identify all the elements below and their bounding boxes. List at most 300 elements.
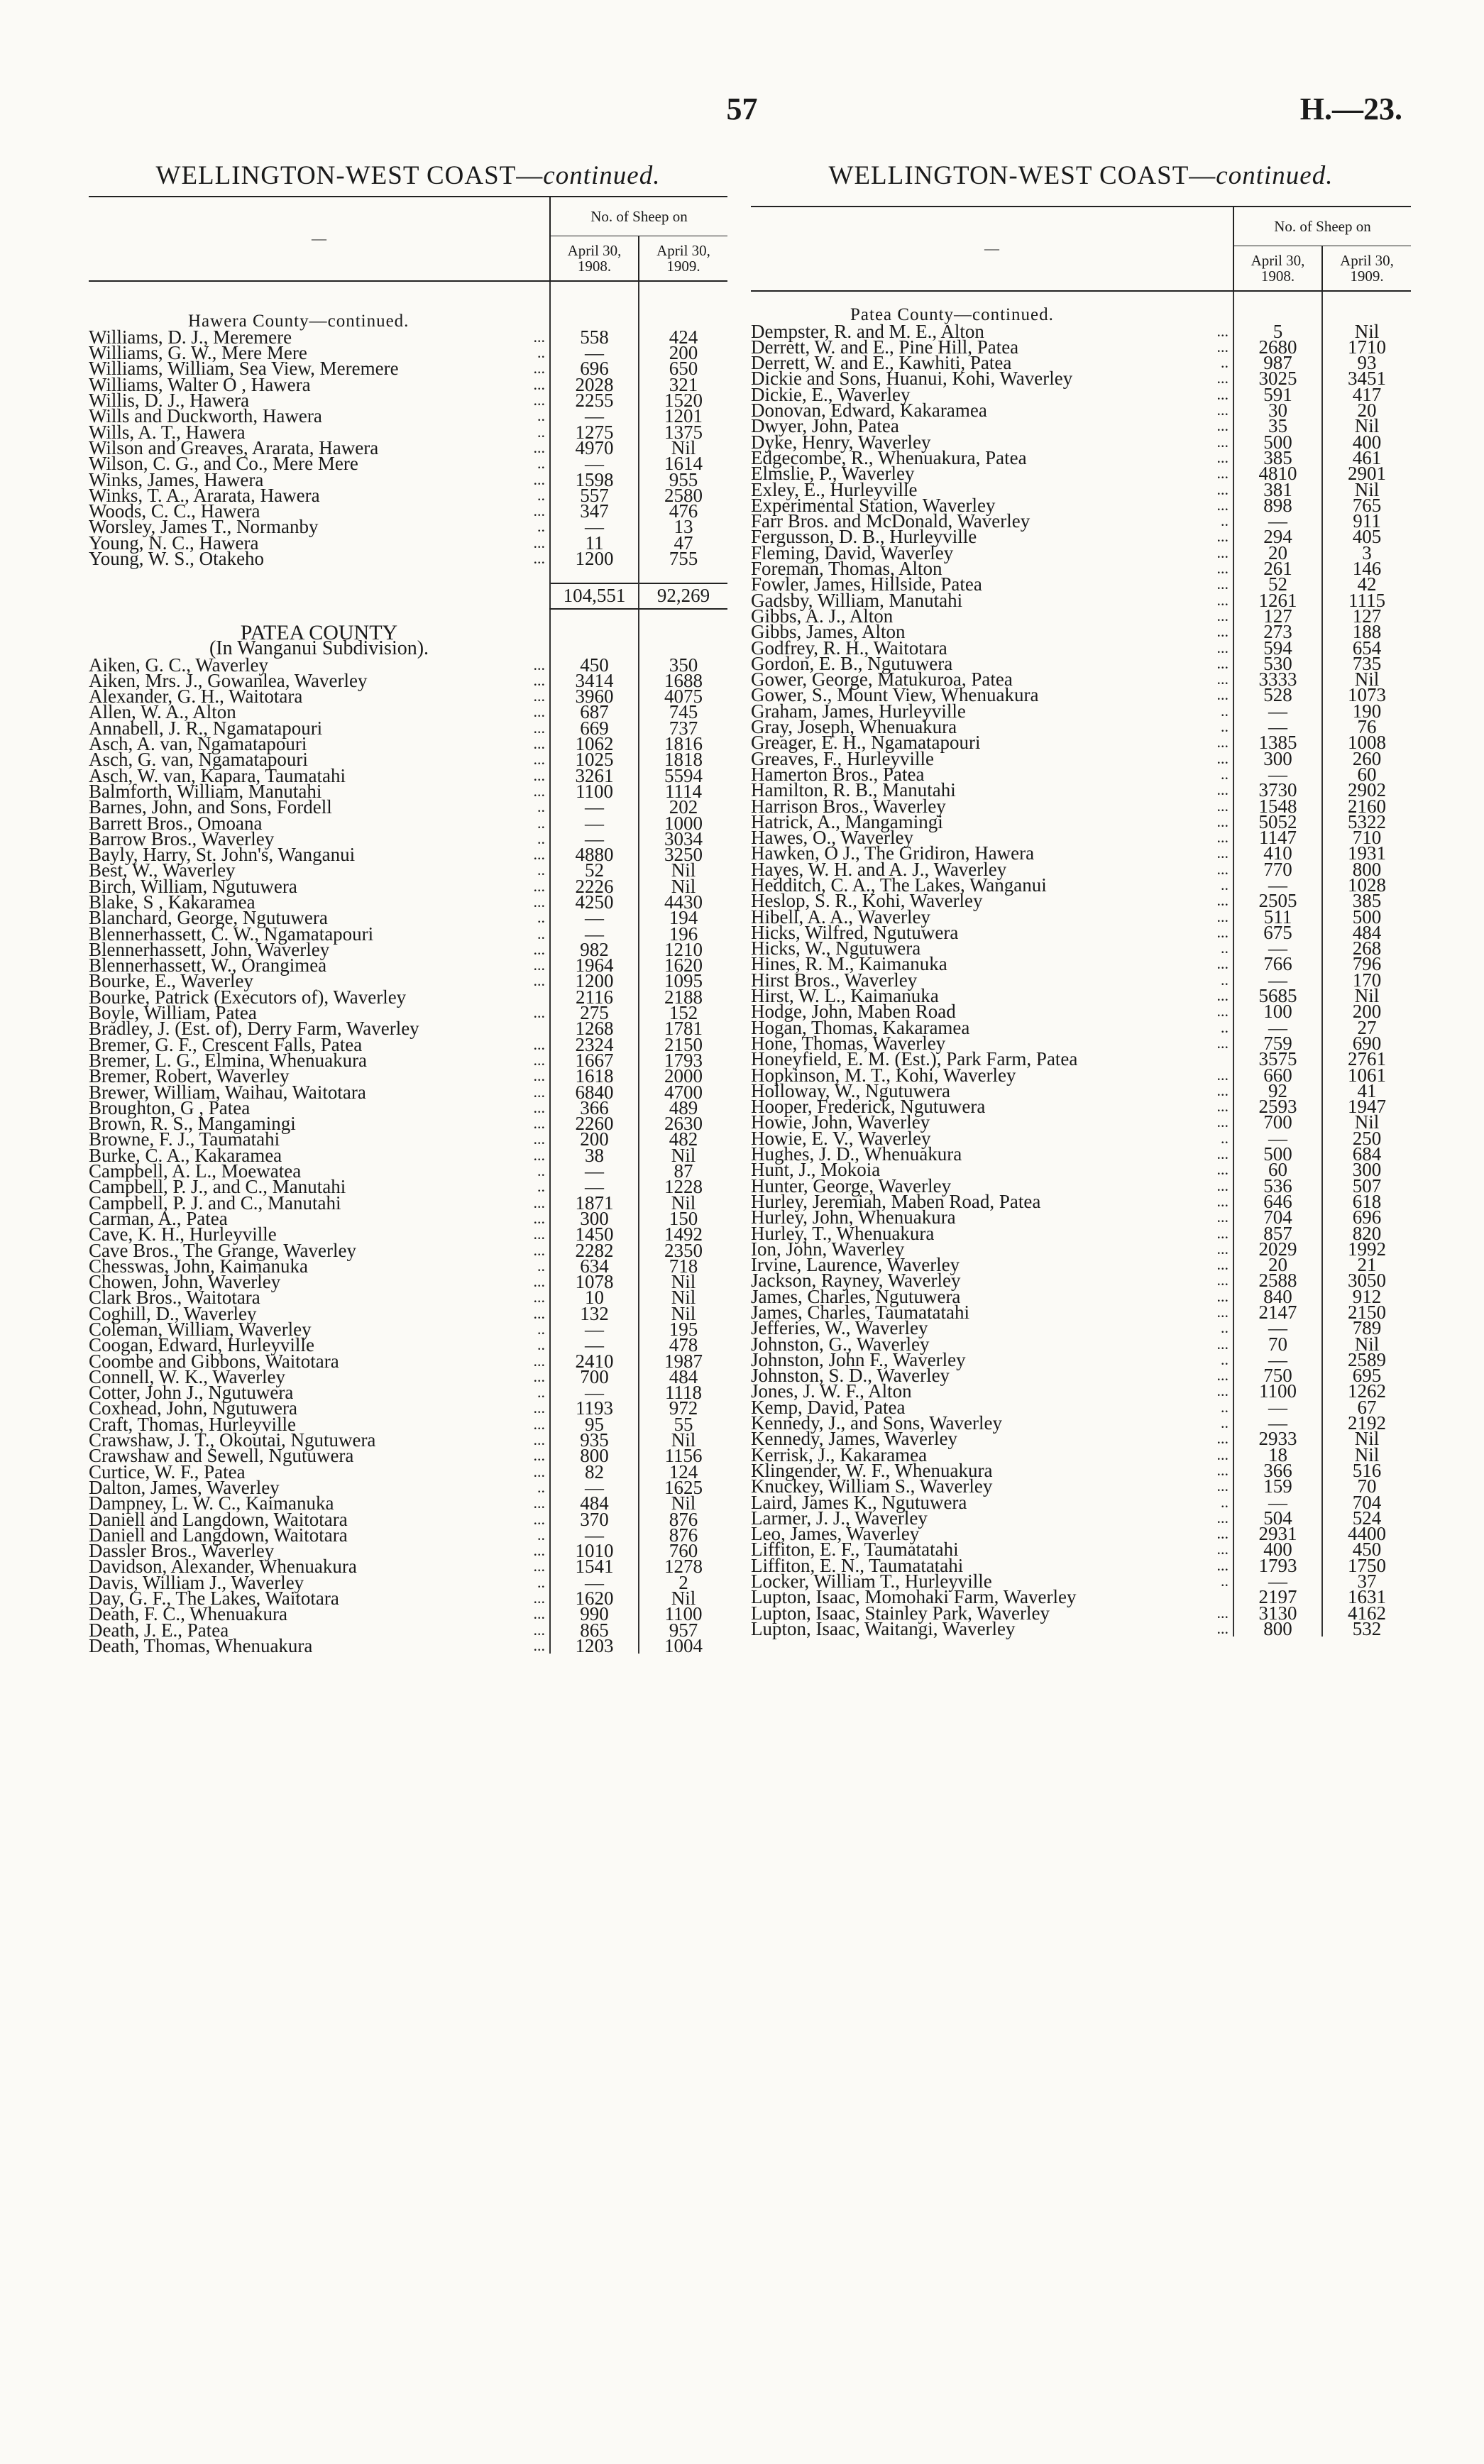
leader-dots: .. xyxy=(1221,1319,1229,1337)
owner-name: Heslop, S. R., Kohi, Waverley xyxy=(751,890,983,912)
leader-dots: ... xyxy=(533,972,545,990)
sheep-1909: 650 xyxy=(639,361,727,376)
leader-dots: .. xyxy=(1221,1350,1229,1368)
sheep-1909: 2000 xyxy=(639,1068,727,1084)
leader-dots: ... xyxy=(533,671,545,689)
spacer-cell xyxy=(639,625,727,641)
sheep-1908: 1964 xyxy=(550,957,639,973)
sheep-1909: 1115 xyxy=(1322,593,1411,608)
owner-name: Gower, S., Mount View, Whenuakura xyxy=(751,684,1039,706)
owner-name: Annabell, J. R., Ngamatapouri xyxy=(89,717,323,739)
sheep-1908: — xyxy=(550,1385,639,1400)
leader-dots: .. xyxy=(1221,1128,1229,1147)
owner-name: Winks, T. A., Ararata, Hawera xyxy=(89,484,320,506)
sheep-1908: — xyxy=(1233,1131,1322,1146)
left-header-1909: April 30, 1909. xyxy=(639,236,727,282)
owner-name: Hogan, Thomas, Kakaramea xyxy=(751,1016,970,1038)
right-title-continued: continued. xyxy=(1216,161,1334,190)
sheep-1909: Nil xyxy=(639,1590,727,1606)
sheep-1908: 261 xyxy=(1233,561,1322,576)
leader-dots: .. xyxy=(537,1573,545,1591)
owner-name: Hawken, O J., The Gridiron, Hawera xyxy=(751,842,1035,864)
sheep-1909: 1100 xyxy=(639,1606,727,1622)
sheep-1908: 2029 xyxy=(1233,1241,1322,1257)
sheep-1908: 1100 xyxy=(1233,1383,1322,1399)
owner-name: Liffiton, E. N., Taumatatahi xyxy=(751,1554,964,1576)
owner-name: Wills, A. T., Hawera xyxy=(89,421,246,443)
sheep-1909: Nil xyxy=(1322,1336,1411,1352)
owner-name: Coleman, William, Waverley xyxy=(89,1319,312,1340)
sheep-1909: 1620 xyxy=(639,957,727,973)
sheep-1908: 370 xyxy=(550,1512,639,1527)
sheep-1909: 55 xyxy=(639,1417,727,1432)
sheep-1908: 366 xyxy=(1233,1463,1322,1478)
table-row xyxy=(89,551,727,566)
leader-dots: .. xyxy=(537,861,545,879)
leader-dots: .. xyxy=(537,422,545,441)
sheep-1909: Nil xyxy=(639,1148,727,1163)
owner-name: Boyle, William, Patea xyxy=(89,1002,257,1024)
sheep-1908: 381 xyxy=(1233,482,1322,497)
leader-dots: ... xyxy=(533,327,545,346)
owner-name: Wilson, C. G., and Co., Mere Mere xyxy=(89,453,358,475)
owner-name: Cave Bros., The Grange, Waverley xyxy=(89,1239,356,1261)
leader-dots: ... xyxy=(533,1130,545,1148)
owner-name: Blennerhassett, John, Waverley xyxy=(89,938,330,960)
sheep-1908: 82 xyxy=(550,1464,639,1480)
sheep-1908: 2680 xyxy=(1233,339,1322,355)
leader-dots: ... xyxy=(533,1351,545,1370)
leader-dots: ... xyxy=(1216,1208,1229,1226)
owner-name: Hodge, John, Maben Road xyxy=(751,1001,956,1023)
owner-name: Death, J. E., Patea xyxy=(89,1619,229,1641)
sheep-1908: 700 xyxy=(550,1369,639,1385)
owner-name: Brewer, William, Waihau, Waitotara xyxy=(89,1081,366,1103)
owner-name: Worsley, James T., Normanby xyxy=(89,516,319,538)
owner-name: Graham, James, Hurleyville xyxy=(751,700,966,722)
leader-dots: ... xyxy=(1216,337,1229,356)
sheep-1909: 1061 xyxy=(1322,1067,1411,1083)
spacer-cell xyxy=(507,297,550,313)
sheep-1909: 704 xyxy=(1322,1495,1411,1510)
leader-dots: ... xyxy=(1216,606,1229,625)
leader-dots: ... xyxy=(1216,686,1229,704)
leader-dots: ... xyxy=(1216,369,1229,387)
owner-name: Kennedy, J., and Sons, Waverley xyxy=(751,1412,1003,1434)
sheep-1908: — xyxy=(550,831,639,847)
sheep-1909: 718 xyxy=(639,1258,727,1274)
sheep-1909: 1000 xyxy=(639,815,727,831)
leader-dots: ... xyxy=(1216,1239,1229,1258)
leader-dots: ... xyxy=(533,956,545,974)
sheep-1909: 202 xyxy=(639,799,727,815)
sheep-1908: 1100 xyxy=(550,783,639,799)
owner-name: Day, G. F., The Lakes, Waitotara xyxy=(89,1588,339,1610)
sheep-1908: 557 xyxy=(550,488,639,503)
owner-name: Edgecombe, R., Whenuakura, Patea xyxy=(751,446,1027,468)
spacer-cell xyxy=(550,625,639,641)
sheep-1908: 400 xyxy=(1233,1541,1322,1557)
right-header-group: No. of Sheep on xyxy=(1233,207,1411,246)
leader-dots: ... xyxy=(533,1431,545,1449)
owner-name: Knuckey, William S., Waverley xyxy=(751,1475,993,1497)
sheep-1908: 704 xyxy=(1233,1209,1322,1225)
sheep-1908: 1618 xyxy=(550,1068,639,1084)
sheep-1908: 660 xyxy=(1233,1067,1322,1083)
sheep-1909: 194 xyxy=(639,910,727,925)
leader-dots: ... xyxy=(533,359,545,378)
right-header-1908: April 30, 1908. xyxy=(1233,246,1322,292)
leader-dots xyxy=(1191,1589,1233,1605)
sheep-1908: — xyxy=(1233,703,1322,719)
leader-dots: ... xyxy=(1216,986,1229,1005)
leader-dots: .. xyxy=(1221,701,1229,720)
owner-name: Locker, William T., Hurleyville xyxy=(751,1571,992,1593)
sheep-1909: 1201 xyxy=(639,408,727,424)
leader-dots: ... xyxy=(533,1098,545,1116)
owner-name: Coombe and Gibbons, Waitotara xyxy=(89,1350,339,1372)
owner-name: Derrett, W. and E., Kawhiti, Patea xyxy=(751,352,1012,374)
sheep-1908: 4810 xyxy=(1233,466,1322,481)
sheep-1908: 1200 xyxy=(550,973,639,989)
sheep-1909: 2192 xyxy=(1322,1415,1411,1431)
sheep-1909: 2580 xyxy=(639,488,727,503)
total-row xyxy=(89,583,727,609)
sheep-1909: 150 xyxy=(639,1211,727,1226)
owner-name: Hatrick, A., Mangamingi xyxy=(751,810,943,832)
owner-name: Dwyer, John, Patea xyxy=(751,415,899,437)
sheep-1908: 35 xyxy=(1233,418,1322,434)
sheep-1909: 876 xyxy=(639,1527,727,1543)
leader-dots: ... xyxy=(533,1067,545,1085)
sheep-1908: 3130 xyxy=(1233,1605,1322,1621)
sheep-1909: 1688 xyxy=(639,673,727,688)
leader-dots: ... xyxy=(1216,1508,1229,1527)
sheep-1908: 6840 xyxy=(550,1084,639,1100)
leader-dots: ... xyxy=(533,1304,545,1322)
sheep-1908: 898 xyxy=(1233,497,1322,513)
owner-name: Howie, E. V., Waverley xyxy=(751,1127,931,1149)
owner-name: Greaves, F., Hurleyville xyxy=(751,747,935,769)
sheep-1909: 735 xyxy=(1322,656,1411,671)
owner-name: Curtice, W. F., Patea xyxy=(89,1461,246,1483)
spacer-cell xyxy=(507,583,550,609)
right-header-1909: April 30, 1909. xyxy=(1322,246,1411,292)
owner-name: Experimental Station, Waverley xyxy=(751,494,996,516)
sheep-1908: 3960 xyxy=(550,688,639,704)
sheep-1908: 1385 xyxy=(1233,735,1322,750)
owner-name: Hamerton Bros., Patea xyxy=(751,763,925,785)
sheep-1909: 696 xyxy=(1322,1209,1411,1225)
leader-dots: ... xyxy=(533,1145,545,1164)
sheep-1909: 2150 xyxy=(639,1037,727,1052)
sheep-1908: 1268 xyxy=(550,1021,639,1036)
sheep-1908: 20 xyxy=(1233,545,1322,561)
leader-dots: .. xyxy=(1221,1572,1229,1590)
owner-name: Brown, R. S., Mangamingi xyxy=(89,1113,296,1135)
sheep-1909: 41 xyxy=(1322,1083,1411,1099)
owner-name: Godfrey, R. H., Waitotara xyxy=(751,637,947,659)
sheep-1909: 3451 xyxy=(1322,370,1411,386)
owner-name: Daniell and Langdown, Waitotara xyxy=(89,1508,348,1530)
sheep-1908: 10 xyxy=(550,1289,639,1305)
sheep-1908: — xyxy=(550,1575,639,1590)
sheep-1909: Nil xyxy=(1322,1447,1411,1463)
leader-dots: ... xyxy=(533,781,545,800)
sheep-1909: 1004 xyxy=(639,1638,727,1654)
sheep-1908: 300 xyxy=(1233,751,1322,766)
owner-name: Hopkinson, M. T., Kohi, Waverley xyxy=(751,1064,1016,1086)
sheep-1908: 347 xyxy=(550,503,639,519)
owner-name: Irvine, Laurence, Waverley xyxy=(751,1254,960,1276)
sheep-1909: 876 xyxy=(639,1512,727,1527)
sheep-1909: Nil xyxy=(1322,1431,1411,1446)
sheep-1909: 400 xyxy=(1322,434,1411,450)
leader-dots: ... xyxy=(1216,1429,1229,1448)
owner-name: Exley, E., Hurleyville xyxy=(751,478,918,500)
leader-dots: .. xyxy=(537,343,545,362)
leader-dots: ... xyxy=(533,876,545,895)
section-heading: Hawera County—continued. xyxy=(188,311,410,331)
leader-dots: .. xyxy=(537,1320,545,1338)
sheep-1909: Nil xyxy=(639,440,727,456)
sheep-1908: — xyxy=(1233,1399,1322,1415)
sheep-1909: 1520 xyxy=(639,392,727,408)
owner-name: Connell, W. K., Waverley xyxy=(89,1365,286,1387)
leader-dots: ... xyxy=(1216,1445,1229,1463)
sheep-1908: — xyxy=(1233,766,1322,782)
sheep-1909: 4700 xyxy=(639,1084,727,1100)
sheep-1908: — xyxy=(550,799,639,815)
leader-dots: .. xyxy=(537,798,545,816)
leader-dots: ... xyxy=(1216,495,1229,514)
leader-dots: ... xyxy=(1216,1002,1229,1021)
sheep-1908: 4970 xyxy=(550,440,639,456)
sheep-1908: — xyxy=(550,1480,639,1495)
owner-name: Asch, W. van, Kapara, Taumatahi xyxy=(89,764,346,786)
leader-dots: ... xyxy=(1216,1524,1229,1543)
sheep-1909: 690 xyxy=(1322,1035,1411,1051)
sheep-1909: 124 xyxy=(639,1464,727,1480)
owner-name: Balmforth, William, Manutahi xyxy=(89,780,322,802)
owner-name: Hicks, W., Ngutuwera xyxy=(751,937,921,959)
sheep-1908: — xyxy=(1233,1573,1322,1589)
sheep-1908: 1147 xyxy=(1233,830,1322,845)
owner-name: Blennerhassett, C. W., Ngamatapouri xyxy=(89,923,374,945)
sheep-1909: 1947 xyxy=(1322,1099,1411,1114)
sheep-1909: 190 xyxy=(1322,703,1411,719)
owner-name: Kerrisk, J., Kakaramea xyxy=(751,1443,928,1465)
sheep-1909: Nil xyxy=(639,879,727,894)
sheep-1909: 37 xyxy=(1322,1573,1411,1589)
leader-dots: .. xyxy=(537,454,545,473)
owner-name: Johnston, G., Waverley xyxy=(751,1333,930,1355)
owner-name: Jefferies, W., Waverley xyxy=(751,1317,928,1339)
leader-dots: ... xyxy=(533,1225,545,1243)
leader-dots: ... xyxy=(1216,1081,1229,1099)
owner-name: Willis, D. J., Hawera xyxy=(89,390,250,412)
sheep-1909: 911 xyxy=(1322,513,1411,529)
sheep-1909: 1095 xyxy=(639,973,727,989)
section-title: (In Wanganui Subdivision). xyxy=(209,637,429,660)
sheep-1909: 21 xyxy=(1322,1257,1411,1272)
leader-dots: .. xyxy=(537,1336,545,1354)
spacer-cell xyxy=(1233,292,1322,307)
sheep-1908: 1062 xyxy=(550,736,639,752)
owner-name: Asch, A. van, Ngamatapouri xyxy=(89,733,307,755)
spacer-cell xyxy=(550,609,639,625)
leader-dots: ... xyxy=(533,750,545,769)
owner-name: Laird, James K., Ngutuwera xyxy=(751,1491,967,1513)
sheep-1908: 132 xyxy=(550,1306,639,1321)
sheep-1908: 3025 xyxy=(1233,370,1322,386)
sheep-1908: 450 xyxy=(550,657,639,673)
sheep-1908: 1261 xyxy=(1233,593,1322,608)
sheep-1908: 127 xyxy=(1233,608,1322,624)
sheep-1908: 410 xyxy=(1233,845,1322,861)
leader-dots xyxy=(1191,1051,1233,1067)
owner-name: Fleming, David, Waverley xyxy=(751,541,954,563)
sheep-1908: 687 xyxy=(550,704,639,720)
leader-dots: ... xyxy=(533,687,545,705)
owner-name: Hirst Bros., Waverley xyxy=(751,969,918,991)
sheep-1909: 2150 xyxy=(1322,1304,1411,1320)
owner-name: Klingender, W. F., Whenuakura xyxy=(751,1459,993,1481)
table-row xyxy=(89,1638,727,1654)
leader-dots: ... xyxy=(533,1114,545,1133)
owner-name: Larmer, J. J., Waverley xyxy=(751,1507,928,1529)
leader-dots: ... xyxy=(1216,575,1229,593)
owner-name: Gadsby, William, Manutahi xyxy=(751,589,963,611)
owner-name: Barrett Bros., Omoana xyxy=(89,812,263,834)
owner-name: Blake, S , Kakaramea xyxy=(89,891,255,913)
owner-name: Crawshaw and Sewell, Ngutuwera xyxy=(89,1445,354,1467)
sheep-1908: — xyxy=(1233,940,1322,956)
owner-name: Hooper, Frederick, Ngutuwera xyxy=(751,1096,986,1118)
left-column-title xyxy=(89,156,727,196)
total-1909: 92,269 xyxy=(639,583,727,609)
sheep-1908: 2255 xyxy=(550,392,639,408)
owner-name: Liffiton, E. F., Taumatatahi xyxy=(751,1539,959,1561)
leader-dots: ... xyxy=(1216,1176,1229,1194)
sheep-1909: 2160 xyxy=(1322,798,1411,814)
sheep-1908: 11 xyxy=(550,535,639,551)
right-table-header xyxy=(751,206,1411,292)
leader-dots: ... xyxy=(1216,796,1229,815)
owner-name: Holloway, W., Ngutuwera xyxy=(751,1079,950,1101)
leader-dots: ... xyxy=(1216,1461,1229,1479)
owner-name: Donovan, Edward, Kakaramea xyxy=(751,400,987,422)
left-header-group: No. of Sheep on xyxy=(550,197,727,236)
owner-name: Williams, Walter O , Hawera xyxy=(89,373,311,395)
right-table-body xyxy=(751,292,1411,1637)
sheep-1909: 70 xyxy=(1322,1478,1411,1494)
sheep-1909: 350 xyxy=(639,657,727,673)
sheep-1909: 1118 xyxy=(639,1385,727,1400)
leader-dots: ... xyxy=(533,1272,545,1291)
sheep-1908: 696 xyxy=(550,361,639,376)
sheep-1908: 1010 xyxy=(550,1543,639,1558)
leader-dots: ... xyxy=(533,1288,545,1307)
leader-dots: ... xyxy=(533,502,545,520)
owner-name: Jones, J. W. F., Alton xyxy=(751,1380,912,1402)
sheep-1908: 60 xyxy=(1233,1162,1322,1177)
sheep-1909: Nil xyxy=(639,862,727,878)
spacer-cell xyxy=(639,282,727,297)
leader-dots: .. xyxy=(537,829,545,847)
sheep-1908: — xyxy=(1233,1352,1322,1368)
owner-name: Honeyfield, E. M. (Est.), Park Farm, Patea xyxy=(751,1048,1078,1070)
sheep-1909: 765 xyxy=(1322,497,1411,513)
sheep-1909: 524 xyxy=(1322,1510,1411,1526)
owner-name: Bourke, Patrick (Executors of), Waverley xyxy=(89,986,407,1008)
sheep-1909: 957 xyxy=(639,1622,727,1638)
sheep-1909: 4075 xyxy=(639,688,727,704)
leader-dots: ... xyxy=(1216,891,1229,910)
sheep-1908: 52 xyxy=(1233,576,1322,592)
leader-dots: ... xyxy=(1216,448,1229,466)
leader-dots: .. xyxy=(1221,512,1229,530)
leader-dots: ... xyxy=(533,549,545,568)
leader-dots: ... xyxy=(1216,844,1229,862)
sheep-1909: Nil xyxy=(1322,418,1411,434)
sheep-1908: — xyxy=(1233,1020,1322,1035)
leader-dots: ... xyxy=(533,940,545,958)
page-header xyxy=(0,91,1484,141)
sheep-1908: 1871 xyxy=(550,1195,639,1211)
sheep-1909: Nil xyxy=(1322,671,1411,687)
left-title-main: WELLINGTON-WEST COAST— xyxy=(155,161,544,190)
leader-dots: ... xyxy=(1216,923,1229,941)
leader-dots: ... xyxy=(533,1509,545,1528)
leader-dots: ... xyxy=(1216,1255,1229,1274)
leader-dots: ... xyxy=(533,1636,545,1654)
sheep-1908: 2933 xyxy=(1233,1431,1322,1446)
leader-dots: ... xyxy=(1216,590,1229,609)
sheep-1909: 476 xyxy=(639,503,727,519)
leader-dots: ... xyxy=(1216,480,1229,498)
sheep-1908: 646 xyxy=(1233,1194,1322,1209)
sheep-1909: 1750 xyxy=(1322,1558,1411,1573)
sheep-1908: 38 xyxy=(550,1148,639,1163)
sheep-1908: 669 xyxy=(550,720,639,736)
owner-name: Hunter, George, Waverley xyxy=(751,1175,952,1197)
owner-name: Craft, Thomas, Hurleyville xyxy=(89,1413,296,1435)
sheep-1909: 3050 xyxy=(1322,1272,1411,1288)
leader-dots: ... xyxy=(533,845,545,864)
sheep-1909: 188 xyxy=(1322,624,1411,639)
sheep-1909: 1278 xyxy=(639,1558,727,1574)
owner-name: Elmslie, P., Waverley xyxy=(751,463,915,485)
sheep-1908: 987 xyxy=(1233,355,1322,370)
leader-dots: .. xyxy=(1221,1492,1229,1511)
leader-dots: ... xyxy=(533,1541,545,1560)
sheep-1909: 755 xyxy=(639,551,727,566)
leader-dots: ... xyxy=(1216,1223,1229,1242)
sheep-1908: — xyxy=(1233,719,1322,735)
sheep-1909: Nil xyxy=(639,1195,727,1211)
sheep-1909: 484 xyxy=(639,1369,727,1385)
sheep-1909: 2589 xyxy=(1322,1352,1411,1368)
sheep-1908: 990 xyxy=(550,1606,639,1622)
sheep-1908: 840 xyxy=(1233,1289,1322,1304)
spacer-cell xyxy=(507,609,550,625)
owner-name: Kemp, David, Patea xyxy=(751,1396,906,1418)
leader-dots: ... xyxy=(533,1557,545,1575)
sheep-1908: 52 xyxy=(550,862,639,878)
sheep-1908: 5052 xyxy=(1233,814,1322,830)
left-header-1908: April 30, 1908. xyxy=(550,236,639,282)
